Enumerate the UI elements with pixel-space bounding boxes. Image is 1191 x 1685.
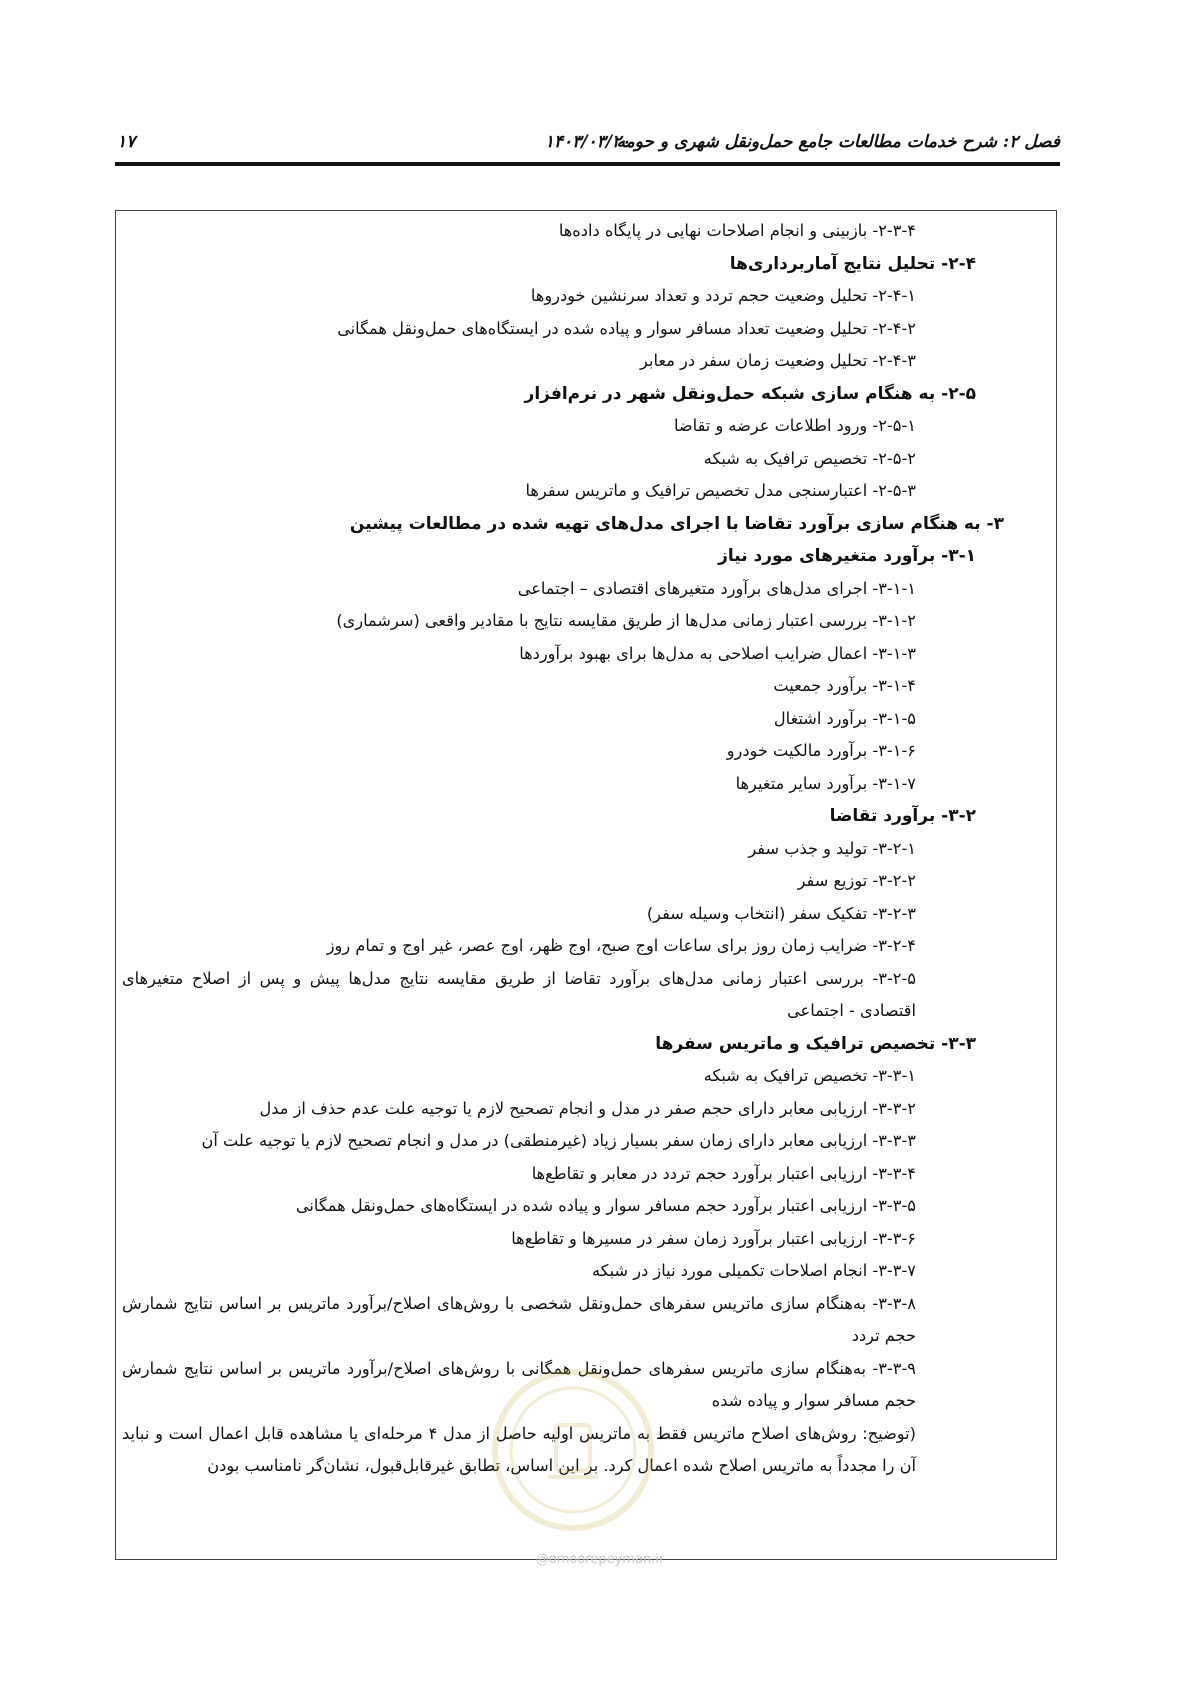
outline-item: ۳-۳-۸- به‌هنگام سازی ماتریس سفرهای حمل‌ونقل شخصی با روش‌های اصلاح/برآورد ماتریس بر اساس نتایج شمارش حجم تردد	[122, 1293, 916, 1345]
outline-item: ۳-۱-۳- اعمال ضرایب اصلاحی به مدل‌ها برای بهبود برآوردها	[519, 643, 916, 663]
outline-list	[116, 215, 1056, 1483]
outline-item: ۳-۳-۵- ارزیابی اعتبار برآورد حجم مسافر سوار و پیاده شده در ایستگاه‌های حمل‌ونقل همگانی	[295, 1196, 916, 1215]
outline-item: ۲-۵-۱- ورود اطلاعات عرضه و تقاضا	[674, 416, 916, 435]
page-header	[115, 128, 1060, 162]
document-date: ۱۴۰۳/۰۳/۲۰	[544, 132, 631, 152]
outline-item: ۳-۲-۳- تفکیک سفر (انتخاب وسیله سفر)	[646, 903, 916, 923]
watermark-text: @omoorepeyman.ir	[535, 1552, 665, 1567]
outline-item: ۳-۳-۹- به‌هنگام سازی ماتریس سفرهای حمل‌ونقل همگانی با روش‌های اصلاح/برآورد ماتریس بر اساس نتایج شمارش حجم مسافر سوار و پیاده شده	[122, 1358, 916, 1410]
section-heading: ۳-۳- تخصیص ترافیک و ماتریس سفرها	[655, 1033, 976, 1054]
outline-item: ۳-۱-۷- برآورد سایر متغیرها	[735, 773, 916, 793]
outline-item: ۳-۲-۲- توزیع سفر	[797, 871, 916, 890]
outline-item: ۲-۳-۴- بازبینی و انجام اصلاحات نهایی در پایگاه داده‌ها	[558, 221, 916, 240]
page-number: ۱۷	[117, 132, 136, 152]
outline-item: ۳-۳-۶- ارزیابی اعتبار برآورد زمان سفر در مسیرها و تقاطع‌ها	[511, 1228, 916, 1248]
outline-item: ۳-۲-۱- تولید و جذب سفر	[748, 838, 916, 858]
chapter-title: فصل ۲: شرح خدمات مطالعات جامع حمل‌ونقل شهری و حومه	[616, 132, 1060, 152]
outline-item: ۲-۵-۳- اعتبارسنجی مدل تخصیص ترافیک و ماتریس سفرها	[525, 481, 916, 500]
content-frame	[115, 210, 1057, 1560]
section-heading: ۲-۵- به هنگام سازی شبکه حمل‌ونقل شهر در نرم‌افزار	[524, 383, 976, 404]
section-heading: ۲-۴- تحلیل نتایج آماربرداری‌ها	[729, 253, 976, 274]
outline-item: ۲-۵-۲- تخصیص ترافیک به شبکه	[703, 448, 916, 468]
section-heading: ۳-۲- برآورد تقاضا	[829, 806, 976, 826]
outline-item: ۳-۳-۴- ارزیابی اعتبار برآورد حجم تردد در معابر و تقاطع‌ها	[531, 1163, 916, 1183]
section-heading: ۳-۱- برآورد متغیرهای مورد نیاز	[718, 546, 976, 566]
header-divider	[115, 162, 1060, 166]
outline-item: ۲-۴-۲- تحلیل وضعیت تعداد مسافر سوار و پیاده شده در ایستگاه‌های حمل‌ونقل همگانی	[337, 318, 916, 338]
outline-item: ۲-۴-۱- تحلیل وضعیت حجم تردد و تعداد سرنشین خودروها	[530, 286, 916, 305]
section-heading: ۳- به هنگام سازی برآورد تقاضا با اجرای مدل‌های تهیه شده در مطالعات پیشین	[349, 513, 1004, 534]
outline-item: ۳-۱-۲- بررسی اعتبار زمانی مدل‌ها از طریق مقایسه نتایج با مقادیر واقعی (سرشماری)	[336, 611, 916, 630]
outline-item: ۳-۳-۲- ارزیابی معابر دارای حجم صفر در مدل و انجام تصحیح لازم یا توجیه علت عدم حذف از مدل	[259, 1098, 916, 1118]
outline-item: ۳-۲-۵- بررسی اعتبار زمانی مدل‌های برآورد تقاضا از طریق مقایسه نتایج مدل‌ها پیش و پس از اصلاح متغیرهای اقتصادی - اجتماعی	[122, 968, 916, 1020]
outline-item: ۳-۳-۳- ارزیابی معابر دارای زمان سفر بسیار زیاد (غیرمنطقی) در مدل و انجام تصحیح لازم یا توجیه علت آن	[201, 1131, 916, 1150]
outline-item: ۳-۱-۶- برآورد مالکیت خودرو	[726, 741, 916, 760]
outline-item: ۳-۱-۴- برآورد جمعیت	[773, 676, 916, 695]
outline-item: ۳-۱-۱- اجرای مدل‌های برآورد متغیرهای اقتصادی – اجتماعی	[517, 578, 916, 598]
outline-item: ۳-۳-۱- تخصیص ترافیک به شبکه	[703, 1066, 916, 1085]
outline-item: ۳-۱-۵- برآورد اشتغال	[773, 708, 916, 728]
outline-item: ۳-۳-۷- انجام اصلاحات تکمیلی مورد نیاز در شبکه	[592, 1261, 916, 1280]
outline-item: (توضیح: روش‌های اصلاح ماتریس فقط به ماتریس اولیه حاصل از مدل ۴ مرحله‌ای یا مشاهده قابل اعمال است و نباید آن را مجدداً به ماتریس اصلاح شده اعمال کرد. بر این اساس، تطابق غیرقابل‌قبول، نشان‌گر نامناسب بودن	[122, 1423, 916, 1475]
outline-item: ۲-۴-۳- تحلیل وضعیت زمان سفر در معابر	[640, 351, 916, 370]
outline-item: ۳-۲-۴- ضرایب زمان روز برای ساعات اوج صبح، اوج ظهر، اوج عصر، غیر اوج و تمام روز	[326, 936, 916, 955]
